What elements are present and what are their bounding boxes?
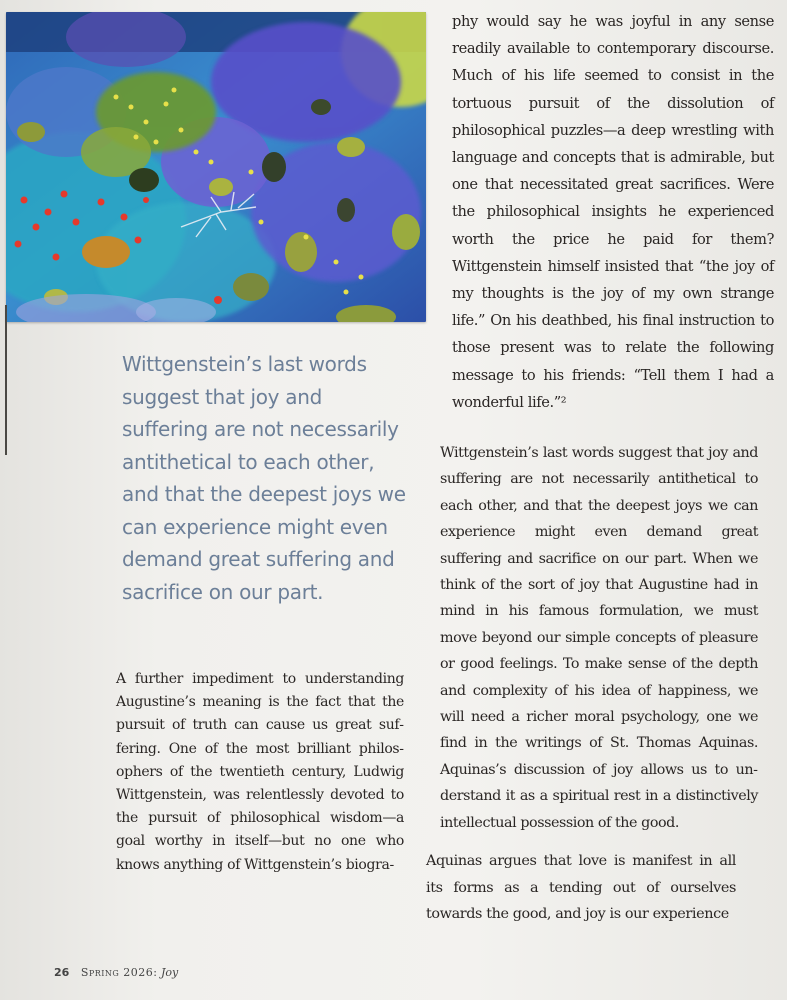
- page-footer: [54, 966, 178, 979]
- body-right-column-3: Aquinas argues that love is manifest in all its forms as a tending out of ourselves towards the good, and joy is our experience: [426, 853, 736, 922]
- body-left-column: A further impediment to understanding Augustine’s meaning is the fact that the pursuit of truth can cause us great suffering. One of the most brilliant philosophers of the twentieth century, Ludwig Wittgenstein, was relentlessly devoted to the pursuit of philosophical wisdom—a goal worthy in itself—but no one who knows anything of Wittgenstein’s biogra-: [116, 671, 404, 873]
- abstract-painting-image: [6, 12, 426, 322]
- body-right-column-2: Wittgenstein’s last words suggest that joy and suffering are not necessarily antithetical to each other, and that the deepest joys we can experience might even demand great suffering and sacrifice on our part. When we think of the sort of joy that Augustine had in mind in his famous formulation, we must move beyond our simple concepts of pleasure or good feelings. To make sense of the depth and complexity of his idea of happiness, we will need a richer moral psychology, one we find in the writings of St. Thomas Aquinas. Aquinas’s discussion of joy allows us to understand it as a spiritual rest in a distinctively intellectual possession of the good.: [440, 445, 758, 831]
- body-right-column-1: phy would say he was joyful in any sense readily available to contemporary discourse. Much of his life seemed to consist in the tortuous pursuit of the dissolution of philosophical puzzles—a deep wrestling with language and concepts that is admirable, but one that necessitated great sacrifices. Were the philosophical insights he experienced worth the price he paid for them? Wittgenstein himself insisted that “the joy of my thoughts is the joy of my own strange life.” On his deathbed, his final instruction to those present was to relate the following message to his friends: “Tell them I had a wonderful life.”²: [452, 13, 774, 411]
- column-rule: [5, 305, 7, 455]
- pull-quote: Wittgenstein’s last words suggest that joy and suffering are not necessarily antithetical to each other, and that the deepest joys we can experience might even demand great suffering and sacrifice on our part.: [122, 352, 406, 604]
- page-number: 26: [54, 966, 70, 979]
- issue-label: Spring 2026:: [80, 966, 158, 979]
- painting-svg: [6, 12, 426, 322]
- issue-topic: Joy: [161, 966, 179, 979]
